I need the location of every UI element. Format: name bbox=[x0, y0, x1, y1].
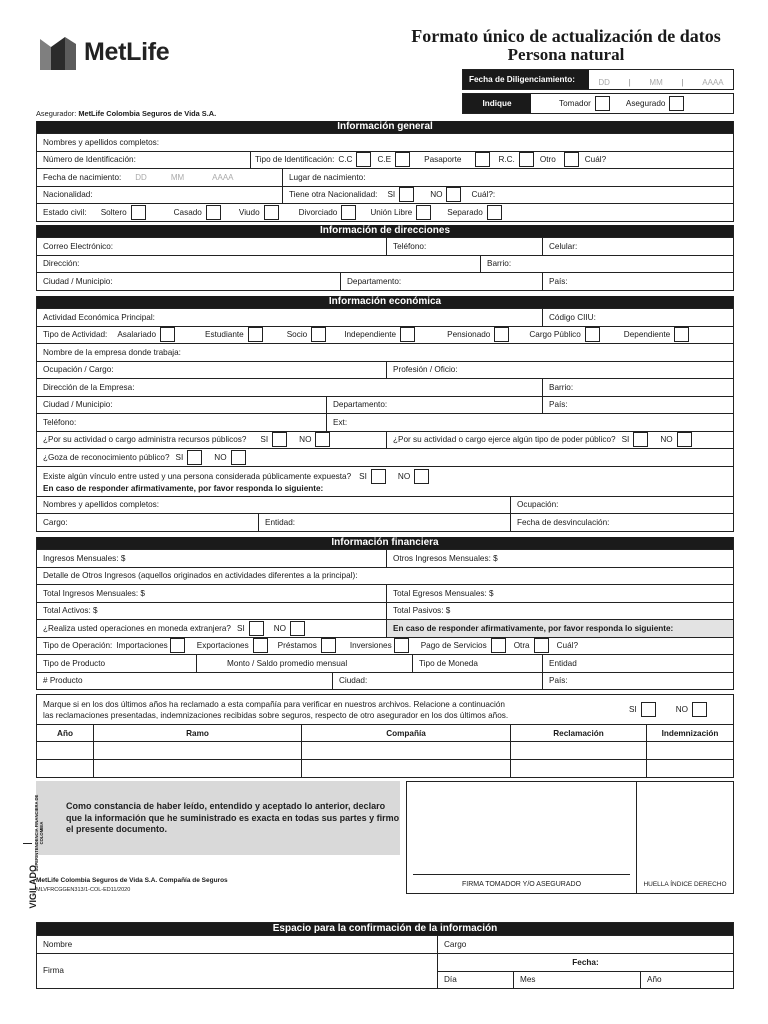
vinculo-si-label: SI bbox=[359, 472, 367, 481]
cell-ramo[interactable] bbox=[94, 760, 302, 777]
declaracion-box bbox=[36, 781, 400, 855]
month-field[interactable]: MM bbox=[649, 78, 663, 87]
tipo-operacion-group bbox=[37, 638, 733, 655]
tipo-operacion-label: Tipo de Operación: bbox=[43, 641, 113, 651]
estado-civil-label: Estado civil: bbox=[43, 207, 87, 217]
ce-label: C.E bbox=[377, 155, 392, 165]
indique-label: Indique bbox=[463, 94, 531, 113]
asegurador-value: MetLife Colombia Seguros de Vida S.A. bbox=[78, 109, 217, 118]
detalle-row[interactable] bbox=[37, 567, 733, 585]
vinculo-no-checkbox[interactable] bbox=[414, 469, 429, 484]
col-compania: Compañía bbox=[302, 725, 511, 741]
ciudad-row bbox=[37, 272, 733, 290]
vigilado-entity: SUPERINTENDENCIA FINANCIERA DE COLOMBIA bbox=[34, 794, 44, 872]
exportaciones-checkbox[interactable] bbox=[253, 638, 268, 653]
direccion-row bbox=[37, 255, 733, 273]
totales-row bbox=[37, 584, 733, 602]
ciiu-field[interactable]: Código CIIU: bbox=[549, 312, 596, 322]
recursos-label: ¿Por su actividad o cargo administra recursos públicos? bbox=[43, 435, 247, 445]
reclamaciones-text-2: las reclamaciones presentadas, indemnizaciones recibidas sobre seguros, respecto de otro asegurador en los dos últimos años. bbox=[43, 711, 509, 720]
extranjera-no-checkbox[interactable] bbox=[290, 621, 305, 636]
rc-checkbox[interactable] bbox=[519, 152, 534, 167]
prestamos-checkbox[interactable] bbox=[321, 638, 336, 653]
confirmacion-nombre-row bbox=[37, 935, 733, 953]
ingresos-row bbox=[37, 549, 733, 567]
extranjera-no-label: NO bbox=[273, 623, 287, 633]
otra-nac-no-label: NO bbox=[430, 190, 443, 200]
ingresos-field[interactable]: Ingresos Mensuales: $ bbox=[37, 550, 387, 567]
recursos-group bbox=[37, 432, 387, 449]
table-row[interactable] bbox=[37, 759, 733, 777]
confirmacion-header: Espacio para la confirmación de la información bbox=[37, 923, 733, 935]
importaciones-label: Importaciones bbox=[116, 641, 168, 651]
cell-anio[interactable] bbox=[37, 742, 94, 759]
metlife-logo-icon bbox=[40, 36, 76, 70]
direccion-field[interactable]: Dirección: bbox=[37, 256, 481, 273]
reclamaciones-si-checkbox[interactable] bbox=[641, 702, 656, 717]
pais-field[interactable]: País: bbox=[549, 276, 568, 286]
reconocimiento-si-label: SI bbox=[175, 452, 184, 462]
lugar-nac-field[interactable]: Lugar de nacimiento: bbox=[289, 172, 366, 182]
tipo-id-group bbox=[251, 152, 733, 169]
fecha-diligenciamiento-label: Fecha de Diligenciamiento: bbox=[463, 70, 589, 89]
extranjera-si-checkbox[interactable] bbox=[249, 621, 264, 636]
extranjera-group bbox=[37, 620, 387, 637]
dir-empresa-field[interactable]: Dirección de la Empresa: bbox=[37, 379, 543, 396]
celular-field[interactable]: Celular: bbox=[549, 241, 578, 251]
otra-checkbox[interactable] bbox=[534, 638, 549, 653]
confirmacion-firma-field[interactable]: Firma bbox=[37, 954, 438, 988]
firma-tomador-area[interactable] bbox=[407, 782, 637, 893]
producto-row bbox=[37, 654, 733, 672]
estado-civil-row bbox=[37, 203, 733, 221]
nombres-field[interactable]: Nombres y apellidos completos: bbox=[43, 137, 160, 147]
fecha-nac-month[interactable]: MM bbox=[170, 172, 185, 182]
poder-no-checkbox[interactable] bbox=[677, 432, 692, 447]
cual-field[interactable]: Cuál? bbox=[556, 641, 579, 651]
total-egresos-field[interactable]: Total Egresos Mensuales: $ bbox=[393, 588, 494, 598]
asegurado-checkbox[interactable] bbox=[669, 96, 684, 111]
confirmacion-firma-row bbox=[37, 953, 733, 988]
dir-empresa-row bbox=[37, 378, 733, 396]
pago-checkbox[interactable] bbox=[491, 638, 506, 653]
pep-nombres-row bbox=[37, 496, 733, 514]
pensionado-checkbox[interactable] bbox=[494, 327, 509, 342]
dependiente-label: Dependiente bbox=[623, 330, 671, 340]
recursos-si-checkbox[interactable] bbox=[272, 432, 287, 447]
extranjera-note: En caso de responder afirmativamente, por favor responda lo siguiente: bbox=[387, 620, 733, 637]
fecha-nac-field[interactable] bbox=[37, 169, 283, 186]
economica-section bbox=[36, 296, 734, 532]
asegurador-label: Asegurador: bbox=[36, 109, 77, 118]
col-ramo: Ramo bbox=[94, 725, 302, 741]
pago-label: Pago de Servicios bbox=[420, 641, 487, 651]
socio-checkbox[interactable] bbox=[311, 327, 326, 342]
monto-field[interactable]: Monto / Saldo promedio mensual bbox=[197, 655, 413, 672]
tipo-operacion-row bbox=[37, 637, 733, 655]
tomador-checkbox[interactable] bbox=[595, 96, 610, 111]
page-subtitle: Persona natural bbox=[507, 45, 625, 64]
empresa-pais-field[interactable]: País: bbox=[549, 400, 568, 410]
correo-field[interactable]: Correo Electrónico: bbox=[37, 238, 387, 255]
page-title: Formato único de actualización de datos bbox=[411, 26, 721, 46]
reclamaciones-intro bbox=[37, 695, 733, 724]
otro-checkbox[interactable] bbox=[564, 152, 579, 167]
cell-indemnizacion[interactable] bbox=[647, 760, 733, 777]
total-activos-field[interactable]: Total Activos: $ bbox=[37, 603, 387, 620]
pep-nombres-field[interactable]: Nombres y apellidos completos: bbox=[37, 497, 511, 514]
inversiones-label: Inversiones bbox=[349, 641, 392, 651]
socio-label: Socio bbox=[286, 330, 308, 340]
extranjera-si-label: SI bbox=[236, 623, 245, 633]
recursos-row bbox=[37, 431, 733, 449]
reclamaciones-text-1: Marque si en los dos últimos años ha reclamado a esta compañía para verificar en nuestros archivos. Relacione a continuación bbox=[43, 700, 505, 709]
entidad-field[interactable]: Entidad bbox=[549, 658, 577, 668]
profesion-field[interactable]: Profesión / Oficio: bbox=[393, 365, 458, 375]
poder-label: ¿Por su actividad o cargo ejerce algún tipo de poder público? bbox=[393, 435, 616, 445]
correo-row bbox=[37, 237, 733, 255]
col-indemnizacion: Indemnización bbox=[661, 728, 719, 738]
divorciado-checkbox[interactable] bbox=[341, 205, 356, 220]
cell-reclamacion[interactable] bbox=[511, 742, 647, 759]
confirmacion-cargo-field[interactable]: Cargo bbox=[444, 939, 467, 949]
economica-header: Información económica bbox=[37, 296, 733, 308]
reclamaciones-section bbox=[36, 694, 734, 778]
vinculo-label: Existe algún vínculo entre usted y una persona considerada públicamente expuesta? bbox=[43, 472, 352, 481]
cargo-publico-label: Cargo Público bbox=[529, 330, 581, 340]
reconocimiento-row bbox=[37, 448, 733, 466]
rc-label: R.C. bbox=[498, 155, 515, 165]
ce-checkbox[interactable] bbox=[395, 152, 410, 167]
fecha-nac-year[interactable]: AAAA bbox=[212, 172, 234, 182]
tipo-actividad-label: Tipo de Actividad: bbox=[43, 330, 108, 340]
footer-company: MetLife Colombia Seguros de Vida S.A. Compañía de Seguros bbox=[36, 877, 228, 884]
prestamos-label: Préstamos bbox=[277, 641, 317, 651]
table-row[interactable] bbox=[37, 741, 733, 759]
total-ingresos-field[interactable]: Total Ingresos Mensuales: $ bbox=[37, 585, 387, 602]
viudo-checkbox[interactable] bbox=[264, 205, 279, 220]
dependiente-checkbox[interactable] bbox=[674, 327, 689, 342]
cc-checkbox[interactable] bbox=[356, 152, 371, 167]
num-id-field[interactable]: Número de Identificación: bbox=[37, 152, 251, 169]
day-field[interactable]: DD bbox=[598, 78, 610, 87]
col-anio: Año bbox=[37, 725, 94, 741]
firma-box bbox=[406, 781, 734, 894]
soltero-checkbox[interactable] bbox=[131, 205, 146, 220]
nacimiento-row bbox=[37, 168, 733, 186]
confirmacion-anio-field[interactable]: Año bbox=[647, 975, 662, 984]
actividad-field[interactable]: Actividad Económica Principal: bbox=[37, 309, 543, 326]
vinculo-row bbox=[37, 466, 733, 496]
activos-row bbox=[37, 602, 733, 620]
poder-no-label: NO bbox=[660, 435, 673, 445]
pasaporte-checkbox[interactable] bbox=[475, 152, 490, 167]
reconocimiento-si-checkbox[interactable] bbox=[187, 450, 202, 465]
general-header: Información general bbox=[37, 121, 733, 133]
tipo-moneda-field[interactable]: Tipo de Moneda bbox=[413, 655, 543, 672]
num-producto-row bbox=[37, 672, 733, 690]
logo-text: MetLife bbox=[84, 38, 170, 66]
extranjera-row bbox=[37, 619, 733, 637]
empresa-barrio-field[interactable]: Barrio: bbox=[549, 382, 574, 392]
estudiante-label: Estudiante bbox=[205, 330, 244, 340]
divorciado-label: Divorciado bbox=[298, 207, 338, 217]
independiente-label: Independiente bbox=[344, 330, 397, 340]
union-label: Unión Libre bbox=[370, 207, 413, 217]
otra-nac-no-checkbox[interactable] bbox=[446, 187, 461, 202]
otra-nac-si-checkbox[interactable] bbox=[399, 187, 414, 202]
cell-indemnizacion[interactable] bbox=[647, 742, 733, 759]
financiera-header: Información financiera bbox=[37, 537, 733, 549]
recursos-si-label: SI bbox=[260, 435, 269, 445]
ocupacion-field[interactable]: Ocupación / Cargo: bbox=[37, 362, 387, 379]
financiera-section bbox=[36, 537, 734, 690]
cell-anio[interactable] bbox=[37, 760, 94, 777]
inversiones-checkbox[interactable] bbox=[394, 638, 409, 653]
total-pasivos-field[interactable]: Total Pasivos: $ bbox=[393, 606, 451, 616]
nacionalidad-field[interactable]: Nacionalidad: bbox=[37, 187, 283, 204]
empresa-departamento-field[interactable]: Departamento: bbox=[327, 397, 543, 414]
importaciones-checkbox[interactable] bbox=[170, 638, 185, 653]
pep-desvinculacion-field[interactable]: Fecha de desvinculación: bbox=[517, 517, 610, 527]
asegurado-label: Asegurado bbox=[625, 99, 666, 108]
asalariado-label: Asalariado bbox=[117, 330, 157, 340]
reclamaciones-header-row bbox=[37, 724, 733, 741]
vigilado-stamp bbox=[8, 745, 44, 909]
tipo-producto-field[interactable]: Tipo de Producto bbox=[37, 655, 197, 672]
pep-cargo-row bbox=[37, 513, 733, 531]
cc-label: C.C bbox=[338, 155, 353, 165]
otra-nac-cual-field[interactable]: Cuál?: bbox=[471, 190, 496, 200]
reconocimiento-no-checkbox[interactable] bbox=[231, 450, 246, 465]
estudiante-checkbox[interactable] bbox=[248, 327, 263, 342]
soltero-label: Soltero bbox=[100, 207, 127, 217]
poder-si-checkbox[interactable] bbox=[633, 432, 648, 447]
reconocimiento-label: ¿Goza de reconocimiento público? bbox=[43, 452, 170, 462]
vigilado-word: VIGILADO bbox=[28, 865, 38, 909]
barrio-field[interactable]: Barrio: bbox=[487, 259, 512, 269]
vinculo-note: En caso de responder afirmativamente, por favor responda lo siguiente: bbox=[43, 484, 324, 493]
ocupacion-row bbox=[37, 361, 733, 379]
otro-label: Otro bbox=[539, 155, 556, 165]
tipo-actividad-row bbox=[37, 326, 733, 344]
asalariado-checkbox[interactable] bbox=[160, 327, 175, 342]
tipo-actividad-group bbox=[37, 327, 733, 344]
separado-checkbox[interactable] bbox=[487, 205, 502, 220]
cell-compania[interactable] bbox=[302, 742, 511, 759]
vinculo-no-label: NO bbox=[397, 472, 411, 481]
viudo-label: Viudo bbox=[238, 207, 260, 217]
year-field[interactable]: AAAA bbox=[702, 78, 724, 87]
reclamaciones-no-checkbox[interactable] bbox=[692, 702, 707, 717]
fecha-diligenciamiento: Fecha de Diligenciamiento: DD | MM | AAAA bbox=[462, 69, 734, 90]
firma-tomador-label: FIRMA TOMADOR Y/O ASEGURADO bbox=[461, 881, 582, 888]
declaracion-text: Como constancia de haber leído, entendido y aceptado lo anterior, declaro que la información que he suministrado es exacta en todas sus partes y firmo el presente documento. bbox=[66, 801, 400, 834]
confirmacion-mes-field[interactable]: Mes bbox=[514, 972, 641, 988]
vinculo-group bbox=[37, 467, 733, 496]
footer-code: MLVFRCGGEN313/1-COL-ED11/2020 bbox=[36, 887, 131, 893]
col-reclamacion: Reclamación bbox=[511, 725, 647, 741]
direcciones-header: Información de direcciones bbox=[37, 225, 733, 237]
otros-ingresos-field[interactable]: Otros Ingresos Mensuales: $ bbox=[393, 553, 498, 563]
num-producto-field[interactable]: # Producto bbox=[37, 673, 333, 690]
actividad-row bbox=[37, 308, 733, 326]
cell-ramo[interactable] bbox=[94, 742, 302, 759]
departamento-field[interactable]: Departamento: bbox=[341, 273, 543, 290]
pep-cargo-field[interactable]: Cargo: bbox=[37, 514, 259, 531]
independiente-checkbox[interactable] bbox=[400, 327, 415, 342]
nacionalidad-row bbox=[37, 186, 733, 204]
empresa-row[interactable] bbox=[37, 343, 733, 361]
fecha-nac-day[interactable]: DD bbox=[135, 172, 147, 182]
casado-label: Casado bbox=[173, 207, 202, 217]
pasaporte-label: Pasaporte bbox=[424, 155, 462, 165]
reclamaciones-no-label: NO bbox=[675, 705, 688, 714]
confirmacion-section bbox=[36, 922, 734, 989]
union-checkbox[interactable] bbox=[416, 205, 431, 220]
ciudad-field[interactable]: Ciudad / Municipio: bbox=[37, 273, 341, 290]
cell-compania[interactable] bbox=[302, 760, 511, 777]
separado-label: Separado bbox=[447, 207, 483, 217]
producto-pais-field[interactable]: País: bbox=[549, 676, 568, 686]
fecha-nac-label: Fecha de nacimiento: bbox=[43, 172, 122, 182]
poder-si-label: SI bbox=[621, 435, 630, 445]
detalle-field[interactable]: Detalle de Otros Ingresos (aquellos originados en actividades diferentes a la principal): bbox=[43, 571, 358, 581]
tomador-label: Tomador bbox=[559, 99, 591, 108]
otra-nac-label: Tiene otra Nacionalidad: bbox=[289, 190, 378, 200]
ext-field[interactable]: Ext: bbox=[333, 417, 348, 427]
pep-ocupacion-field[interactable]: Ocupación: bbox=[517, 500, 559, 510]
huella-area[interactable] bbox=[637, 782, 733, 893]
empresa-ciudad-field[interactable]: Ciudad / Municipio: bbox=[37, 397, 327, 414]
poder-group bbox=[387, 432, 733, 449]
indique-row bbox=[462, 93, 734, 114]
asegurador bbox=[36, 109, 216, 118]
recursos-no-label: NO bbox=[299, 435, 312, 445]
casado-checkbox[interactable] bbox=[206, 205, 221, 220]
telefono-field[interactable]: Teléfono: bbox=[387, 238, 543, 255]
confirmacion-fecha-label: Fecha: bbox=[572, 957, 599, 967]
empresa-ciudad-row bbox=[37, 396, 733, 414]
empresa-telefono-row bbox=[37, 413, 733, 431]
pensionado-label: Pensionado bbox=[447, 330, 491, 340]
reclamaciones-si-label: SI bbox=[628, 705, 637, 714]
id-row bbox=[37, 151, 733, 169]
producto-ciudad-field[interactable]: Ciudad: bbox=[333, 673, 543, 690]
reconocimiento-no-label: NO bbox=[214, 452, 227, 462]
vinculo-si-checkbox[interactable] bbox=[371, 469, 386, 484]
empresa-field[interactable]: Nombre de la empresa donde trabaja: bbox=[43, 347, 181, 357]
tipo-id-label: Tipo de Identificación: bbox=[255, 155, 335, 165]
nombres-row[interactable] bbox=[37, 133, 733, 151]
cell-reclamacion[interactable] bbox=[511, 760, 647, 777]
pep-entidad-field[interactable]: Entidad: bbox=[259, 514, 511, 531]
extranjera-label: ¿Realiza usted operaciones en moneda extranjera? bbox=[43, 623, 231, 633]
empresa-telefono-field[interactable]: Teléfono: bbox=[37, 414, 327, 431]
cargo-publico-checkbox[interactable] bbox=[585, 327, 600, 342]
huella-label: HUELLA ÍNDICE DERECHO bbox=[643, 881, 727, 888]
confirmacion-nombre-field[interactable]: Nombre bbox=[37, 936, 438, 953]
direcciones-section bbox=[36, 225, 734, 291]
otra-nac-si-label: SI bbox=[387, 190, 396, 200]
otra-label: Otra bbox=[513, 641, 530, 651]
general-section bbox=[36, 121, 734, 222]
estado-civil-group bbox=[37, 204, 733, 221]
confirmacion-dia-field[interactable]: Día bbox=[438, 972, 514, 988]
exportaciones-label: Exportaciones bbox=[196, 641, 249, 651]
otra-nac-group bbox=[283, 187, 733, 204]
recursos-no-checkbox[interactable] bbox=[315, 432, 330, 447]
reconocimiento-group bbox=[37, 449, 733, 466]
cual-field[interactable]: Cuál? bbox=[584, 155, 607, 165]
